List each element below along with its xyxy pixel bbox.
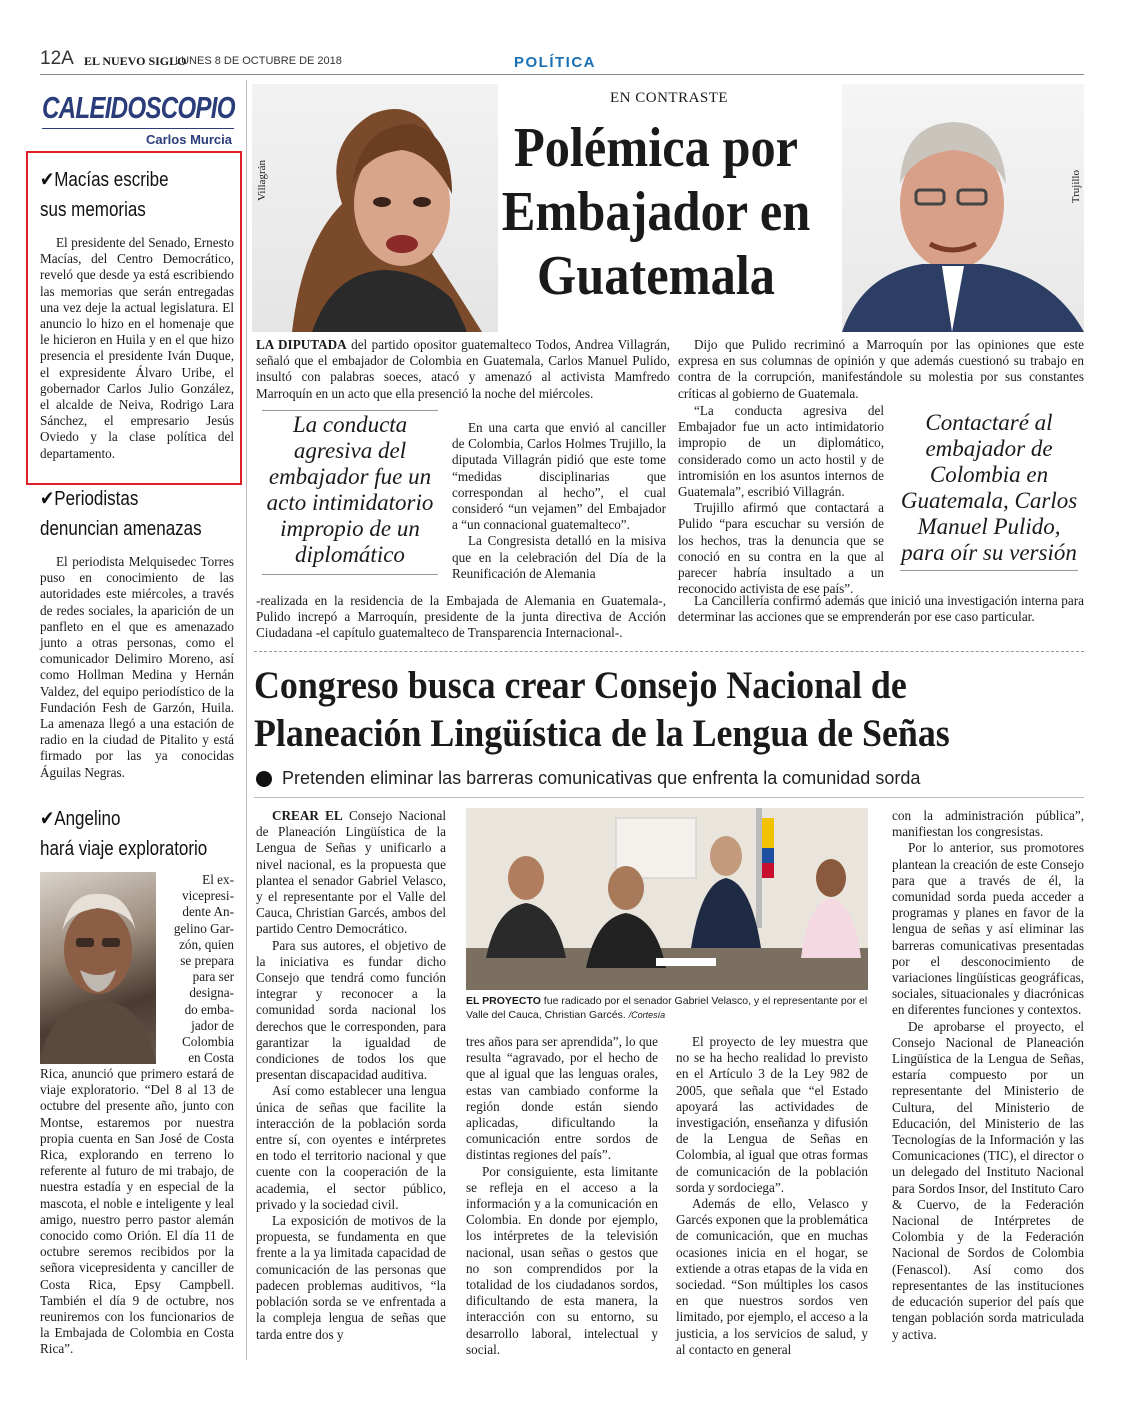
brief-text: Rica, anunció que primero estará de viaje exploratorio. “Del 8 al 13 de octubre del presente año, junto con Montse, estaremos por nuestra propia cuenta en San José de Costa Rica, explorando en terreno lo referente al futuro de mi trabajo, de nuestra estadía y en especial de la mascota, el noble e inteligente y leal amigo, nuestro perro pastor alemán conocido como Orión. El día 11 de octubre seremos recibidos por la señora vicepresidenta y canciller de Costa Rica, Epsy Campbell. También el día 9 de octubre, nos reuniremos con los funcionarios de la Embajada de Colombia en Costa Rica”.	[40, 1066, 234, 1357]
trujillo-photo	[842, 84, 1084, 332]
pull-quote: La conducta agresiva del embajador fue un acto intimidatorio impropio de un diplomático	[266, 412, 434, 567]
header-rule	[40, 74, 1084, 75]
photo-label-villagran: Villagrán	[256, 160, 268, 201]
brief-text-wrap: El ex- vicepresi- dente An- gelino Gar- zón, quien se prepara para ser designa- do emba- jador de Colombia en Costa	[173, 872, 234, 1066]
bullet-icon	[256, 771, 272, 787]
issue-date: LUNES 8 DE OCTUBRE DE 2018	[175, 55, 342, 67]
villagran-photo	[252, 84, 498, 332]
pull-quote: Contactaré al embajador de Colombia en Guatemala, Carlos Manuel Pulido, para oír su versión	[900, 410, 1078, 565]
section-title: POLÍTICA	[514, 54, 596, 71]
photo-caption: EL PROYECTO fue radicado por el senador Gabriel Velasco, y el representante por el Valle del Cauca, Christian Garcés. /Cortesía	[466, 995, 868, 1021]
brief-text: El periodista Melquisedec Torres puso en conocimiento de las autoridades este miércoles, a través de redes sociales, la aparición de un panfleto en el que es amenazado junto a otras personas, como el comunicador Delimiro Moreno, así como Hollman Medina y Hernán Valdez, del equipo periodístico de la Fundación Fesh de Garzón, Huila. La amenaza llegó a una estación de radio en la ciudad de Pitalito y está firmado por las ya conocidas Águilas Negras.	[40, 554, 234, 780]
brief-headline: ✔Angelino hará viaje exploratorio	[40, 808, 208, 860]
angelino-photo	[40, 872, 156, 1064]
photo-label-trujillo: Trujillo	[1070, 170, 1082, 204]
story-body: “La conducta agresiva del Embajador fue un acto intimidatorio impropio de un diplomático, considerado como un acto hostil y de intromisión en los asuntos internos de Guatemala”, escribió Villagrán. Trujillo afirmó que contactará a Pulido “para escuchar su versión de los hechos, tras la denuncia que se conoció en su contra en la que al parecer habría insultado a un reconocido activista de ese país”.	[678, 403, 884, 597]
brief-headline: ✔Periodistas denuncian amenazas	[40, 488, 202, 540]
quote-rule	[262, 574, 438, 575]
brief-headline: ✔Macías escribe sus memorias	[40, 169, 169, 221]
story-kicker: EN CONTRASTE	[610, 90, 729, 106]
story-body: Dijo que Pulido recriminó a Marroquín por las opiniones que este expresa en sus columnas de opinión y que además cuestionó su trabajo en contra de la corrupción, manifestándole su molestia por sus constantes críticas al gobierno de Guatemala.	[678, 337, 1084, 401]
story-lead: LA DIPUTADA del partido opositor guatemalteco Todos, Andrea Villagrán, señaló que el embajador de Colombia en Guatemala, Carlos Manuel Pulido, insultó con palabras soeces, atacó y amenazó al activista Mamfredo Marroquín en un acto que ella presenció la noche del miércoles.	[256, 337, 670, 401]
photo-credit: /Cortesía	[628, 1010, 666, 1020]
column-divider	[246, 80, 247, 1360]
story-body: En una carta que envió al canciller de Colombia, Carlos Holmes Trujillo, la diputada Villagrán pidió que este tome “medidas disciplinarias que correspondan al hecho”, el cual consideró “un vejamen” del Embajador a “un connacional guatemalteco”. La Congresista detalló en la misiva que en la celebración del Día de la Reunificación de Alemania	[452, 420, 666, 581]
column-author: Carlos Murcia	[146, 132, 232, 147]
story-divider	[254, 797, 1084, 798]
quote-rule	[900, 570, 1078, 571]
column-title: CALEIDOSCOPIO	[42, 90, 235, 125]
story-divider	[254, 651, 1084, 652]
story-headline: Polémica por Embajador en Guatemala	[501, 117, 811, 307]
story-body: -realizada en la residencia de la Embajada de Alemania en Guatemala-, Pulido increpó a Marroquín, presidente de la junta directiva de Acción Ciudadana -el capítulo guatemalteco de Transparencia Internacional-.	[256, 593, 666, 641]
brief-text: El presidente del Senado, Ernesto Macías, del Centro Democrático, reveló que desde ya está escribiendo las memorias que serán entregadas una vez deje la actual legislatura. El anuncio lo hizo en el homenaje que le hicieron en Huila y en el que hizo presencia el presidente Iván Duque, el expresidente Álvaro Uribe, el gobernador Carlos Julio González, el alcalde de Neiva, Rodrigo Lara Sánchez, el empresario Jesús Oviedo y la clase política del departamento.	[40, 235, 234, 461]
story-body: con la administración pública”, manifiestan los congresistas. Por lo anterior, sus promotores plantean la creación de este Consejo para que a través de él, la comunidad sorda pueda acceder a programas y planes en favor de la lengua de señas y así eliminar las barreras comunicativas presentadas por el desconocimiento de variaciones lingüísticas geográficas, sociales, situacionales y diacrónicas en diferentes funciones y contextos. De aprobarse el proyecto, el Consejo Nacional de Planeación Lingüística de la Lengua de Señas, estaría compuesto por un representante del Ministerio de Cultura, del Ministerio de Educación, del Ministerio de las Tecnologías de la Información y las Comunicaciones (TIC), el director o un delegado del Instituto Nacional para Sordos Insor, del Instituto Caro & Cuervo, de la Federación Nacional de Intérpretes de Colombia y de la Federación Nacional de Sordos de Colombia (Fenascol). Así como dos representantes de las instituciones de educación superior del país que tengan población sorda matriculada y activa.	[892, 808, 1084, 1342]
story-subhead: Pretenden eliminar las barreras comunicativas que enfrenta la comunidad sorda	[282, 768, 921, 788]
newspaper-name: EL NUEVO SIGLO	[84, 54, 187, 68]
story-headline: Congreso busca crear Consejo Nacional de Planeación Lingüística de la Lengua de Señas	[254, 664, 950, 755]
story-body: tres años para ser aprendida”, lo que resulta “agravado, por el hecho de que al igual que las lenguas orales, estas van cambiado conforme la región donde están siendo aplicadas, dificultando la comunicación entre sordos de distintas regiones del país”. Por consiguiente, esta limitante se refleja en el acceso a la información y a la comunicación en Colombia. En donde por ejemplo, los intérpretes de la televisión nacional, usan señas o gestos que no son comprendidos por la totalidad de los ciudadanos sordos, dificultando de esta manera, la interacción con su entorno, su desarrollo laboral, intelectual y social.	[466, 1034, 658, 1357]
congress-photo	[466, 808, 868, 990]
story-body: La Cancillería confirmó además que inició una investigación interna para determinar las acciones que se emprenderán por ese caso particular.	[678, 593, 1084, 625]
page-number: 12A	[40, 48, 74, 69]
quote-rule	[262, 410, 438, 411]
story-body: CREAR EL Consejo Nacional de Planeación Lingüística de la Lengua de Señas y unificarlo a nivel nacional, es la propuesta que plantea el senador Gabriel Velasco, y el representante por el Valle del Cauca, Christian Garcés, ambos del partido Centro Democrático. Para sus autores, el objetivo de la iniciativa es fundar dicho Consejo que tendrá como función integrar y reconocer a la comunidad sorda nacional los derechos que le corresponden, para garantizar la igualdad de condiciones de todos los que presentan discapacidad auditiva. Así como establecer una lengua única de señas que facilite la interacción de la población sorda entre sí, con oyentes e intérpretes en todo el territorio nacional y que cuente con la cooperación de la academia, el sector público, privado y la sociedad civil. La exposición de motivos de la propuesta, se fundamenta en que frente a la ya limitada capacidad de comunicación de las personas que padecen problemas auditivos, “la población sorda se ve enfrentada a la compleja lengua de señas que tarda entre dos y	[256, 808, 447, 1342]
story-body: El proyecto de ley muestra que no se ha hecho realidad lo previsto en el Artículo 3 de la Ley 982 de 2005, que señala que “el Estado apoyará las actividades de investigación, enseñanza y difusión de la Lengua de Señas en Colombia, al igual que otras formas de comunicación de la población sorda y sordociega”. Además de ello, Velasco y Garcés exponen que la problemática de comunicación, que en muchas ocasiones inicia en el hogar, se extiende a otras etapas de la vida en sociedad. “Son múltiples los casos en que nuestros sordos ven limitado, por ejemplo, el acceso a la justicia, a los servicios de salud, y al contacto en general	[676, 1034, 868, 1357]
column-title-rule	[42, 128, 234, 129]
